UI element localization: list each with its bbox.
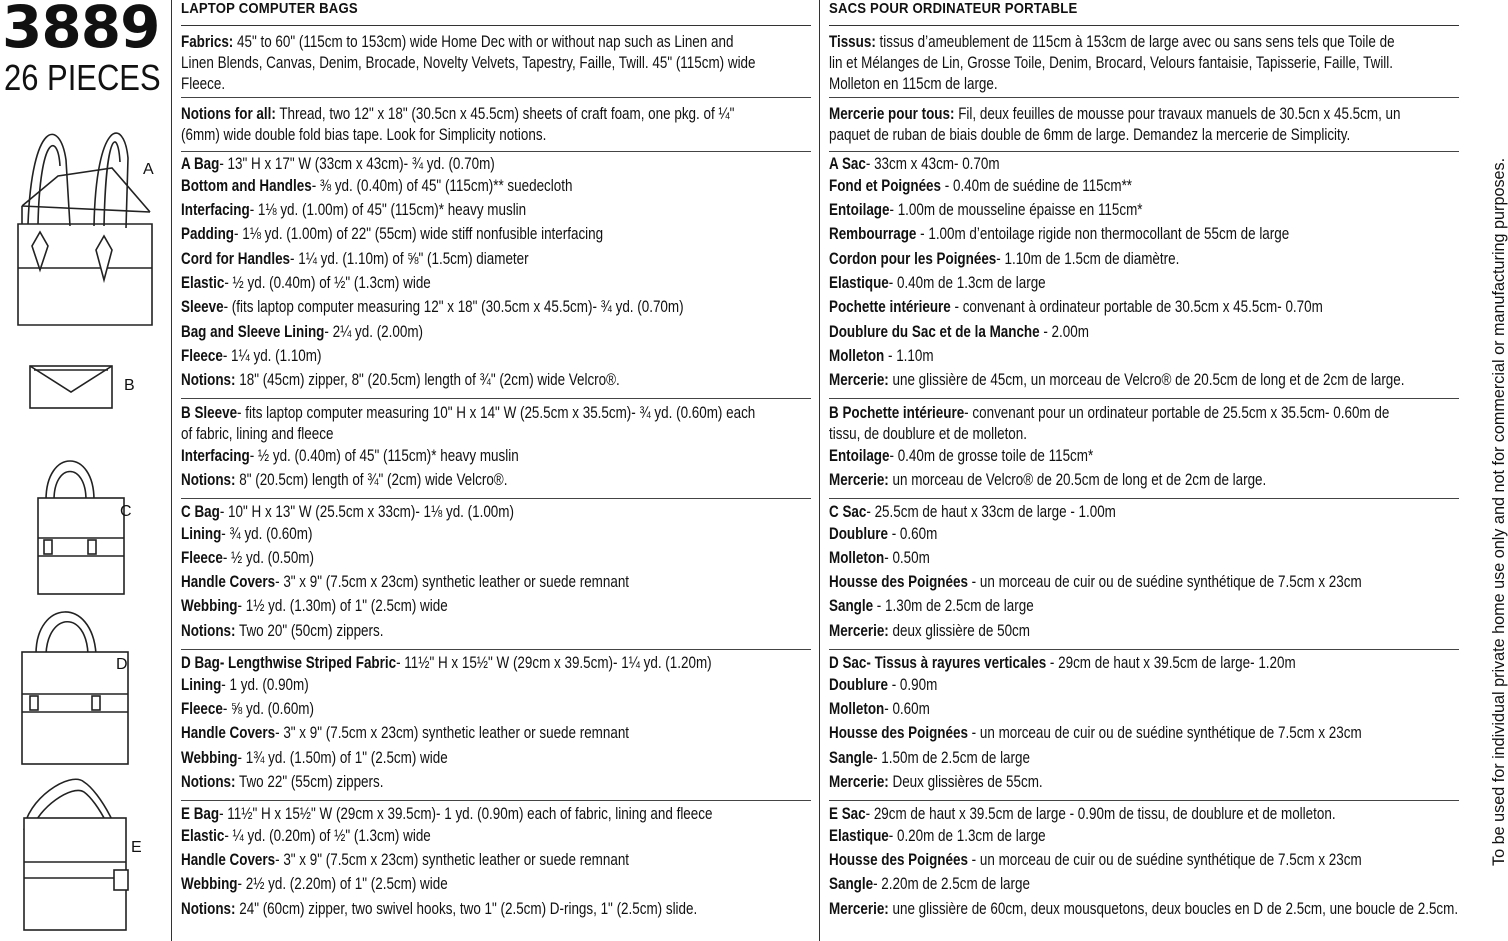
item-text: - 33cm x 43cm- 0.70m bbox=[865, 155, 1000, 173]
item-text: - (fits laptop computer measuring 12" x 18" (30.5cm x 45.5cm)- ¾ yd. (0.70m) bbox=[223, 298, 684, 316]
french-requirement-line bbox=[829, 596, 1034, 616]
item-text: - 1.10m bbox=[884, 347, 934, 365]
item-text: - ¼ yd. (0.20m) of ½" (1.3cm) wide bbox=[224, 827, 431, 845]
item-text: 18" (45cm) zipper, 8" (20.5cm) length of ¾" (2cm) wide Velcro®. bbox=[235, 371, 620, 389]
view-letter-e: E bbox=[131, 839, 142, 856]
french-section-divider bbox=[829, 97, 1459, 98]
item-label: Handle Covers bbox=[181, 851, 276, 869]
french-title-rule bbox=[829, 25, 1459, 26]
french-requirement-line bbox=[829, 502, 1116, 522]
item-text: - 1¼ yd. (1.10m) bbox=[222, 347, 322, 365]
french-requirement-line bbox=[829, 675, 937, 695]
item-label: B Pochette intérieure bbox=[829, 404, 965, 422]
french-requirement-line bbox=[829, 621, 1030, 641]
english-section-divider bbox=[181, 151, 811, 152]
item-text: - ½ yd. (0.40m) of 45" (115cm)* heavy muslin bbox=[249, 447, 519, 465]
item-label: Lining bbox=[181, 676, 222, 694]
french-section-divider bbox=[829, 151, 1459, 152]
item-text: - 0.40m de grosse toile de 115cm* bbox=[889, 447, 1094, 465]
item-label: Sangle bbox=[829, 749, 874, 767]
english-requirement-line bbox=[181, 675, 309, 695]
french-requirement-line bbox=[829, 548, 930, 568]
english-section-divider bbox=[181, 97, 811, 98]
item-label: Fond et Poignées bbox=[829, 177, 942, 195]
item-text: - 1½ yd. (1.30m) of 1" (2.5cm) wide bbox=[237, 597, 448, 615]
item-text: deux glissière de 50cm bbox=[888, 622, 1030, 640]
view-a-tote-bag-illustration bbox=[18, 133, 152, 325]
item-label: Mercerie: bbox=[829, 471, 889, 489]
item-label: Elastique bbox=[829, 827, 889, 845]
english-section-divider bbox=[181, 498, 811, 499]
item-label: Interfacing bbox=[181, 447, 250, 465]
item-text: - 3" x 9" (7.5cm x 23cm) synthetic leather or suede remnant bbox=[275, 573, 630, 591]
item-label: Doublure bbox=[829, 676, 888, 694]
item-label: Doublure du Sac et de la Manche bbox=[829, 323, 1040, 341]
item-label: Interfacing bbox=[181, 201, 250, 219]
french-requirement-line bbox=[829, 653, 1296, 673]
item-text: une glissière de 60cm, deux mousquetons, deux boucles en D de 2.5cm, une boucle de 2.5cm. bbox=[888, 900, 1459, 918]
item-text: - 0.60m bbox=[887, 525, 938, 543]
item-label: Elastique bbox=[829, 274, 889, 292]
french-section-divider bbox=[829, 398, 1459, 399]
french-requirement-line bbox=[829, 826, 1046, 846]
item-label: C Bag bbox=[181, 503, 220, 521]
item-text: Fil, deux feuilles de mousse pour travaux manuels de 30.5cn x 45.5cm, un bbox=[954, 105, 1401, 123]
english-requirement-line bbox=[181, 249, 529, 269]
item-text: Fleece. bbox=[181, 75, 226, 93]
french-requirement-line bbox=[829, 273, 1046, 293]
english-title-rule bbox=[181, 25, 811, 26]
item-text: - 11½" H x 15½" W (29cm x 39.5cm)- 1¼ yd. (1.20m) bbox=[396, 654, 712, 672]
item-text: - 1¾ yd. (1.50m) of 1" (2.5cm) wide bbox=[237, 749, 448, 767]
item-label: Doublure bbox=[829, 525, 888, 543]
french-requirement-line bbox=[829, 297, 1323, 317]
english-requirement-line bbox=[181, 470, 507, 490]
english-requirement-line bbox=[181, 125, 546, 145]
item-label: Handle Covers bbox=[181, 573, 276, 591]
bag-illustrations bbox=[0, 0, 170, 941]
french-requirement-line bbox=[829, 748, 1030, 768]
item-label: Fleece bbox=[181, 549, 223, 567]
english-requirement-line bbox=[181, 899, 697, 919]
french-requirement-line bbox=[829, 74, 998, 94]
french-column-title: SACS POUR ORDINATEUR PORTABLE bbox=[829, 1, 1078, 17]
view-d-bag-illustration bbox=[22, 612, 128, 764]
item-text: - ½ yd. (0.50m) bbox=[222, 549, 314, 567]
item-label: Housse des Poignées bbox=[829, 573, 968, 591]
item-label: Fleece bbox=[181, 347, 223, 365]
item-text: 45" to 60" (115cm to 153cm) wide Home Dec with or without nap such as Linen and bbox=[233, 33, 734, 51]
item-label: Cordon pour les Poignées bbox=[829, 250, 997, 268]
item-text: - 1¼ yd. (1.10m) of ⅝" (1.5cm) diameter bbox=[290, 250, 529, 268]
french-requirement-line bbox=[829, 446, 1093, 466]
usage-restriction-note: To be used for individual private home use only and not for commercial or manufacturing purposes. bbox=[1490, 157, 1508, 866]
english-requirement-line bbox=[181, 548, 314, 568]
french-requirement-line bbox=[829, 249, 1179, 269]
item-text: - 2¼ yd. (2.00m) bbox=[324, 323, 424, 341]
view-letter-c: C bbox=[120, 503, 132, 520]
item-text: Thread, two 12" x 18" (30.5cn x 45.5cm) sheets of craft foam, one pkg. of ¼" bbox=[275, 105, 735, 123]
item-label: Pochette intérieure bbox=[829, 298, 951, 316]
item-label: D Sac- Tissus à rayures verticales bbox=[829, 654, 1047, 672]
item-text: - 3" x 9" (7.5cm x 23cm) synthetic leather or suede remnant bbox=[275, 851, 630, 869]
item-text: paquet de ruban de biais double de 6mm de large. Demandez la mercerie de Simplicity. bbox=[829, 126, 1351, 144]
french-requirement-line bbox=[829, 403, 1389, 423]
item-label: E Sac bbox=[829, 805, 866, 823]
english-requirement-line bbox=[181, 297, 684, 317]
view-letter-a: A bbox=[143, 161, 154, 178]
item-label: Bag and Sleeve Lining bbox=[181, 323, 325, 341]
item-text: - ¾ yd. (0.60m) bbox=[221, 525, 313, 543]
item-label: Sangle bbox=[829, 875, 874, 893]
item-text: lin et Mélanges de Lin, Grosse Toile, Denim, Brocard, Velours fantaisie, Tapisserie, Faille, Twill. bbox=[829, 54, 1394, 72]
item-label: B Sleeve bbox=[181, 404, 238, 422]
piece-count: 26 PIECES bbox=[4, 57, 161, 98]
french-requirement-line bbox=[829, 874, 1030, 894]
item-label: Webbing bbox=[181, 875, 238, 893]
item-text: - un morceau de cuir ou de suédine synthétique de 7.5cm x 23cm bbox=[967, 573, 1362, 591]
item-label: Housse des Poignées bbox=[829, 851, 968, 869]
item-text: - 0.40m de suédine de 115cm** bbox=[941, 177, 1133, 195]
english-requirement-line bbox=[181, 224, 603, 244]
french-requirement-line bbox=[829, 154, 1000, 174]
english-requirement-line bbox=[181, 826, 431, 846]
item-text: - convenant à ordinateur portable de 30.5cm x 45.5cm- 0.70m bbox=[950, 298, 1323, 316]
item-label: Molleton bbox=[829, 347, 885, 365]
english-requirement-line bbox=[181, 653, 712, 673]
item-text: - 10" H x 13" W (25.5cm x 33cm)- 1⅛ yd. (1.00m) bbox=[219, 503, 514, 521]
item-label: E Bag bbox=[181, 805, 220, 823]
item-text: - 1 yd. (0.90m) bbox=[221, 676, 309, 694]
item-text: - 29cm de haut x 39.5cm de large- 1.20m bbox=[1046, 654, 1296, 672]
english-requirement-line bbox=[181, 723, 629, 743]
item-label: Notions: bbox=[181, 900, 236, 918]
english-requirement-line bbox=[181, 524, 312, 544]
french-requirement-line bbox=[829, 200, 1143, 220]
french-requirement-line bbox=[829, 470, 1266, 490]
item-text: tissus d’ameublement de 115cm à 153cm de large avec ou sans sens tels que Toile de bbox=[875, 33, 1395, 51]
english-requirement-line bbox=[181, 104, 734, 124]
item-label: Fabrics: bbox=[181, 33, 234, 51]
english-requirement-line bbox=[181, 596, 448, 616]
item-text: - 2½ yd. (2.20m) of 1" (2.5cm) wide bbox=[237, 875, 448, 893]
item-label: C Sac bbox=[829, 503, 867, 521]
item-text: - 0.40m de 1.3cm de large bbox=[888, 274, 1046, 292]
english-requirement-line bbox=[181, 53, 755, 73]
item-text: Linen Blends, Canvas, Denim, Brocade, Novelty Velvets, Tapestry, Faille, Twill. 45" (115cm) wide bbox=[181, 54, 756, 72]
item-text: - ½ yd. (0.40m) of ½" (1.3cm) wide bbox=[224, 274, 431, 292]
item-text: - 0.90m bbox=[887, 676, 938, 694]
item-text: - fits laptop computer measuring 10" H x 14" W (25.5cm x 35.5cm)- ¾ yd. (0.60m) each bbox=[237, 404, 756, 422]
english-requirement-line bbox=[181, 424, 333, 444]
item-label: A Bag bbox=[181, 155, 220, 173]
item-text: Molleton en 115cm de large. bbox=[829, 75, 998, 93]
english-requirement-line bbox=[181, 32, 733, 52]
item-text: - 11½" H x 15½" W (29cm x 39.5cm)- 1 yd. (0.90m) each of fabric, lining and fleece bbox=[219, 805, 713, 823]
french-requirement-line bbox=[829, 370, 1404, 390]
english-requirement-line bbox=[181, 346, 321, 366]
item-text: - 2.20m de 2.5cm de large bbox=[873, 875, 1030, 893]
french-requirement-line bbox=[829, 572, 1362, 592]
english-requirement-line bbox=[181, 370, 620, 390]
item-label: Rembourrage bbox=[829, 225, 917, 243]
item-text: tissu, de doublure et de molleton. bbox=[829, 425, 1028, 443]
view-letter-b: B bbox=[124, 377, 135, 394]
item-text: - 13" H x 17" W (33cm x 43cm)- ¾ yd. (0.70m) bbox=[219, 155, 495, 173]
item-text: - ⅝ yd. (0.60m) bbox=[222, 700, 314, 718]
item-text: - 1.00m d’entoilage rigide non thermocollant de 55cm de large bbox=[916, 225, 1290, 243]
item-label: Bottom and Handles bbox=[181, 177, 312, 195]
english-requirement-line bbox=[181, 850, 629, 870]
english-requirement-line bbox=[181, 322, 423, 342]
view-c-bag-illustration bbox=[38, 461, 124, 594]
english-column-title: LAPTOP COMPUTER BAGS bbox=[181, 1, 358, 17]
english-requirement-line bbox=[181, 804, 712, 824]
item-text: - 1.10m de 1.5cm de diamètre. bbox=[996, 250, 1180, 268]
item-text: - convenant pour un ordinateur portable de 25.5cm x 35.5cm- 0.60m de bbox=[964, 404, 1390, 422]
item-text: 8" (20.5cm) length of ¾" (2cm) wide Velcro®. bbox=[235, 471, 508, 489]
item-label: Notions: bbox=[181, 622, 236, 640]
pattern-number: 3889 bbox=[2, 0, 160, 61]
item-label: Mercerie: bbox=[829, 773, 889, 791]
item-text: une glissière de 45cm, un morceau de Velcro® de 20.5cm de long et de 2cm de large. bbox=[888, 371, 1405, 389]
item-label: Handle Covers bbox=[181, 724, 276, 742]
item-label: Notions: bbox=[181, 471, 236, 489]
item-text: Two 20" (50cm) zippers. bbox=[235, 622, 384, 640]
french-requirement-line bbox=[829, 346, 934, 366]
french-requirement-line bbox=[829, 804, 1336, 824]
item-text: - 3" x 9" (7.5cm x 23cm) synthetic leather or suede remnant bbox=[275, 724, 630, 742]
english-section-divider bbox=[181, 800, 811, 801]
english-requirement-line bbox=[181, 502, 514, 522]
english-requirement-line bbox=[181, 772, 383, 792]
item-text: - 29cm de haut x 39.5cm de large - 0.90m de tissu, de doublure et de molleton. bbox=[865, 805, 1336, 823]
item-text: Two 22" (55cm) zippers. bbox=[235, 773, 384, 791]
item-text: - ⅜ yd. (0.40m) of 45" (115cm)** suedecloth bbox=[311, 177, 573, 195]
item-text: - 1.30m de 2.5cm de large bbox=[873, 597, 1034, 615]
french-requirement-line bbox=[829, 850, 1362, 870]
french-requirement-line bbox=[829, 699, 930, 719]
french-requirement-line bbox=[829, 322, 1089, 342]
item-label: Padding bbox=[181, 225, 235, 243]
item-text: - un morceau de cuir ou de suédine synthétique de 7.5cm x 23cm bbox=[967, 851, 1362, 869]
item-text: 24" (60cm) zipper, two swivel hooks, two 1" (2.5cm) D-rings, 1" (2.5cm) slide. bbox=[235, 900, 698, 918]
item-text: - 0.60m bbox=[884, 700, 930, 718]
french-requirement-line bbox=[829, 176, 1132, 196]
item-label: Notions for all: bbox=[181, 105, 276, 123]
item-text: - un morceau de cuir ou de suédine synthétique de 7.5cm x 23cm bbox=[967, 724, 1362, 742]
item-label: Housse des Poignées bbox=[829, 724, 968, 742]
item-text: of fabric, lining and fleece bbox=[181, 425, 334, 443]
column-divider-left bbox=[171, 0, 172, 941]
item-label: Mercerie: bbox=[829, 371, 889, 389]
item-label: Entoilage bbox=[829, 447, 890, 465]
item-text: un morceau de Velcro® de 20.5cm de long et de 2cm de large. bbox=[888, 471, 1267, 489]
item-label: Notions: bbox=[181, 371, 236, 389]
item-label: D Bag- Lengthwise Striped Fabric bbox=[181, 654, 397, 672]
item-label: Lining bbox=[181, 525, 222, 543]
item-label: Elastic bbox=[181, 274, 225, 292]
english-requirement-line bbox=[181, 403, 755, 423]
item-text: - 1.50m de 2.5cm de large bbox=[873, 749, 1030, 767]
french-requirement-line bbox=[829, 772, 1043, 792]
english-requirement-line bbox=[181, 446, 519, 466]
item-label: Elastic bbox=[181, 827, 225, 845]
item-label: Sangle bbox=[829, 597, 874, 615]
french-requirement-line bbox=[829, 424, 1027, 444]
item-text: - 0.50m bbox=[884, 549, 930, 567]
french-requirement-line bbox=[829, 104, 1400, 124]
item-text: - 1.00m de mousseline épaisse en 115cm* bbox=[889, 201, 1143, 219]
item-label: Molleton bbox=[829, 549, 885, 567]
english-requirement-line bbox=[181, 200, 526, 220]
item-label: Sleeve bbox=[181, 298, 224, 316]
english-requirement-line bbox=[181, 74, 225, 94]
english-requirement-line bbox=[181, 273, 431, 293]
item-label: Mercerie pour tous: bbox=[829, 105, 955, 123]
english-requirement-line bbox=[181, 176, 572, 196]
item-text: (6mm) wide double fold bias tape. Look for Simplicity notions. bbox=[181, 126, 547, 144]
view-b-sleeve-illustration bbox=[30, 366, 112, 408]
item-text: - 1⅛ yd. (1.00m) of 45" (115cm)* heavy muslin bbox=[249, 201, 527, 219]
item-label: Webbing bbox=[181, 597, 238, 615]
french-section-divider bbox=[829, 649, 1459, 650]
english-requirement-line bbox=[181, 748, 448, 768]
view-e-messenger-bag-illustration bbox=[24, 779, 128, 930]
item-label: Mercerie: bbox=[829, 900, 889, 918]
french-requirement-line bbox=[829, 224, 1289, 244]
french-requirement-line bbox=[829, 53, 1393, 73]
item-label: Notions: bbox=[181, 773, 236, 791]
item-label: Entoilage bbox=[829, 201, 890, 219]
french-section-divider bbox=[829, 498, 1459, 499]
item-label: Cord for Handles bbox=[181, 250, 291, 268]
french-requirement-line bbox=[829, 32, 1395, 52]
french-section-divider bbox=[829, 800, 1459, 801]
item-label: A Sac bbox=[829, 155, 866, 173]
english-requirement-line bbox=[181, 699, 314, 719]
english-requirement-line bbox=[181, 154, 495, 174]
column-divider-middle bbox=[819, 0, 820, 941]
item-text: - 1⅛ yd. (1.00m) of 22" (55cm) wide stiff nonfusible interfacing bbox=[234, 225, 604, 243]
item-label: Webbing bbox=[181, 749, 238, 767]
item-label: Fleece bbox=[181, 700, 223, 718]
item-text: - 2.00m bbox=[1039, 323, 1089, 341]
english-requirement-line bbox=[181, 572, 629, 592]
item-text: Deux glissières de 55cm. bbox=[888, 773, 1043, 791]
item-label: Mercerie: bbox=[829, 622, 889, 640]
item-label: Molleton bbox=[829, 700, 885, 718]
french-requirement-line bbox=[829, 524, 937, 544]
french-requirement-line bbox=[829, 125, 1350, 145]
item-label: Tissus: bbox=[829, 33, 876, 51]
english-requirement-line bbox=[181, 874, 448, 894]
item-text: - 0.20m de 1.3cm de large bbox=[888, 827, 1046, 845]
english-requirement-line bbox=[181, 621, 383, 641]
french-requirement-line bbox=[829, 899, 1458, 919]
french-requirement-line bbox=[829, 723, 1362, 743]
view-letter-d: D bbox=[116, 656, 128, 673]
english-section-divider bbox=[181, 398, 811, 399]
english-section-divider bbox=[181, 649, 811, 650]
item-text: - 25.5cm de haut x 33cm de large - 1.00m bbox=[866, 503, 1116, 521]
